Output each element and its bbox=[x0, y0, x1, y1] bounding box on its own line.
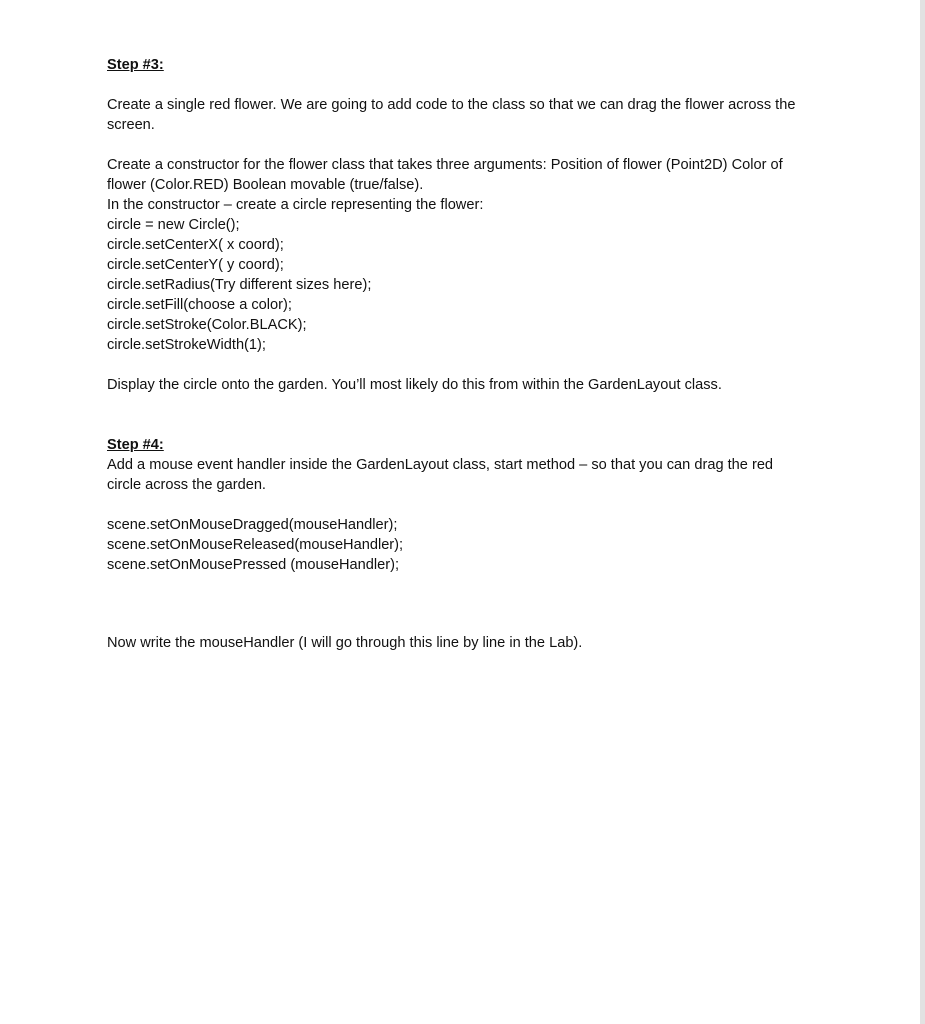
code-line: scene.setOnMouseReleased(mouseHandler); bbox=[107, 537, 404, 553]
step3-constructor-instruction: In the constructor – create a circle representing the flower: bbox=[107, 197, 484, 213]
page-edge-divider bbox=[920, 0, 925, 1024]
spacer bbox=[107, 75, 807, 95]
spacer bbox=[107, 395, 807, 435]
spacer bbox=[107, 575, 807, 633]
code-line: scene.setOnMouseDragged(mouseHandler); bbox=[107, 517, 398, 533]
document-content bbox=[107, 55, 807, 653]
code-line: circle.setStrokeWidth(1); bbox=[107, 337, 266, 353]
code-line: scene.setOnMousePressed (mouseHandler); bbox=[107, 557, 400, 573]
step3-intro: Create a single red flower. We are going to add code to the class so that we can drag the flower across the screen. bbox=[107, 97, 796, 133]
step4-intro: Add a mouse event handler inside the GardenLayout class, start method – so that you can drag the red circle across the garden. bbox=[107, 457, 774, 493]
step3-code-block bbox=[107, 215, 807, 355]
code-line: circle.setFill(choose a color); bbox=[107, 297, 292, 313]
step4-heading: Step #4: bbox=[107, 437, 164, 453]
code-line: circle.setCenterX( x coord); bbox=[107, 237, 284, 253]
step3-heading: Step #3: bbox=[107, 57, 164, 73]
step4-closing-text: Now write the mouseHandler (I will go through this line by line in the Lab). bbox=[107, 635, 583, 651]
spacer bbox=[107, 355, 807, 375]
code-line: circle.setStroke(Color.BLACK); bbox=[107, 317, 307, 333]
code-line: circle = new Circle(); bbox=[107, 217, 240, 233]
step3-display-text: Display the circle onto the garden. You’ll most likely do this from within the GardenLayout class. bbox=[107, 377, 722, 393]
step3-constructor-text: Create a constructor for the flower class that takes three arguments: Position of flower (Point2D) Color of flower (Color.RED) Boolean movable (true/false). bbox=[107, 157, 783, 193]
code-line: circle.setCenterY( y coord); bbox=[107, 257, 284, 273]
step4-code-block bbox=[107, 515, 807, 575]
code-line: circle.setRadius(Try different sizes here); bbox=[107, 277, 372, 293]
